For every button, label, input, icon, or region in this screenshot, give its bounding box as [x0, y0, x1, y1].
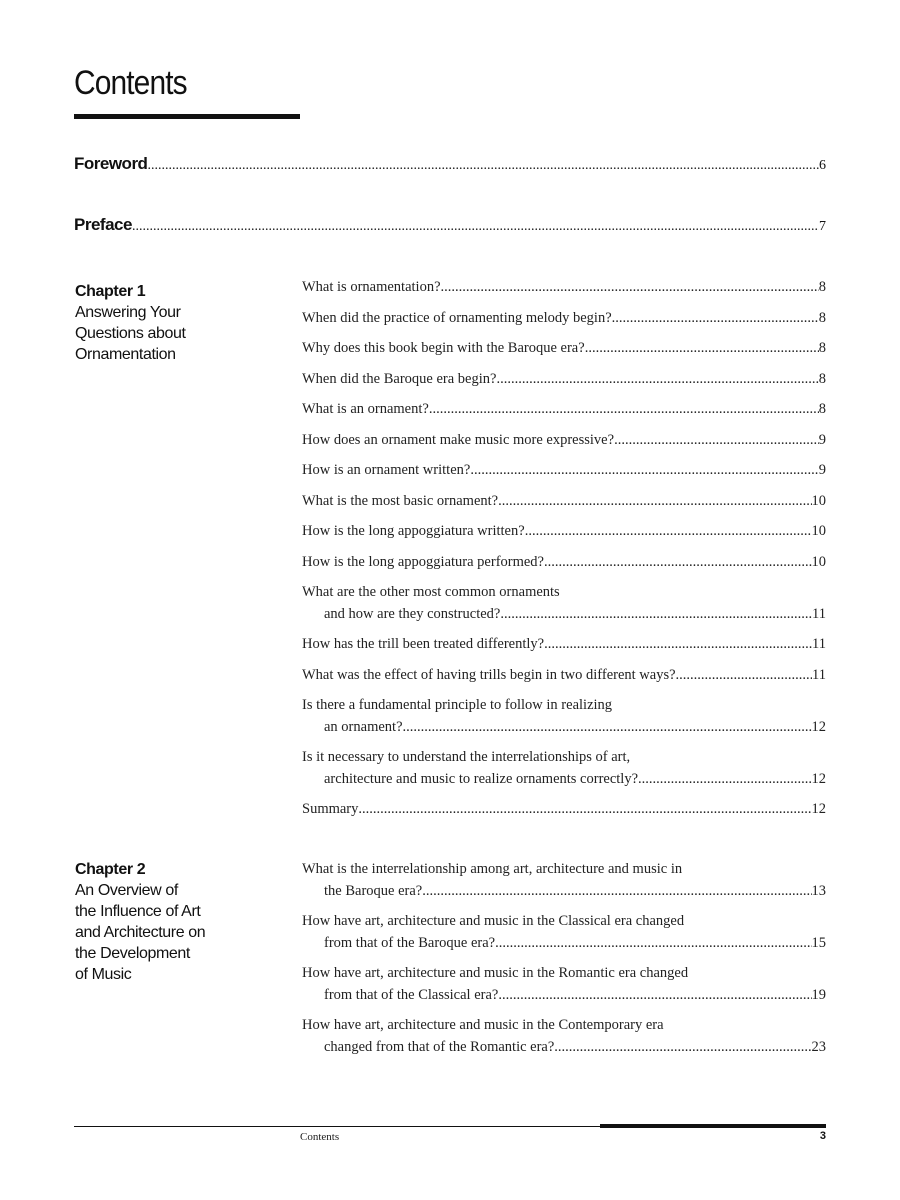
chapter-number: Chapter 2 — [75, 861, 146, 878]
toc-entry-row — [302, 491, 826, 513]
toc-entry-text: How have art, architecture and music in the Contemporary era — [302, 1017, 664, 1033]
toc-entry-page: 8 — [818, 370, 826, 387]
toc-entry-page: 8 — [818, 340, 826, 356]
dot-leader — [612, 308, 819, 330]
toc-entry-text: When did the practice of ornamenting melody begin? — [302, 309, 612, 326]
dot-leader — [495, 933, 811, 955]
toc-entry-text: How is the long appoggiatura performed? — [302, 553, 544, 570]
dot-leader — [554, 1037, 811, 1059]
toc-entry-text: When did the Baroque era begin? — [302, 370, 497, 387]
toc-entry-text: from that of the Baroque era? — [324, 934, 496, 951]
toc-entry-text: What is the most basic ornament? — [302, 492, 499, 509]
dot-leader — [525, 521, 812, 543]
dot-leader — [500, 604, 812, 626]
toc-entry-page: 12 — [811, 770, 826, 787]
toc-entry-text: How has the trill been treated differently? — [302, 636, 545, 652]
toc-entry[interactable] — [302, 277, 826, 299]
footer-page-number: 3 — [819, 1130, 826, 1142]
toc-entry-row — [302, 665, 826, 687]
toc-entry-page: 8 — [818, 401, 826, 417]
toc-entry-page: 15 — [811, 934, 826, 951]
dot-leader — [498, 985, 811, 1007]
chapter-title-line: and Architecture on — [75, 924, 206, 941]
toc-entry-text: What is an ornament? — [302, 401, 429, 417]
toc-entry[interactable] — [302, 582, 826, 625]
toc-entry-text: How is the long appoggiatura written? — [302, 523, 525, 539]
toc-entry[interactable] — [302, 460, 826, 482]
chapter-title-line: An Overview of — [75, 882, 178, 899]
toc-entry-row — [302, 552, 826, 574]
toc-preface-page: 7 — [819, 219, 826, 234]
toc-entry-page: 12 — [811, 718, 826, 735]
toc-foreword[interactable] — [74, 154, 826, 174]
toc-entry-text: architecture and music to realize ornaments correctly? — [324, 770, 639, 787]
toc-entry[interactable] — [302, 665, 826, 687]
toc-entry-page: 10 — [811, 553, 826, 570]
toc-entry-text: What is the interrelationship among art, architecture and music in — [302, 861, 683, 877]
toc-entry[interactable] — [302, 634, 826, 656]
toc-entry-row — [302, 338, 826, 360]
toc-entry-text: changed from that of the Romantic era? — [324, 1038, 555, 1055]
toc-entry[interactable] — [302, 430, 826, 452]
page-title: Contents — [74, 64, 187, 102]
toc-entry-row — [302, 1037, 826, 1059]
toc-entry[interactable] — [302, 963, 826, 1006]
toc-entry-row — [302, 634, 826, 656]
toc-entry-page: 23 — [811, 1038, 826, 1055]
chapter-1-heading — [75, 281, 275, 365]
toc-entry[interactable] — [302, 552, 826, 574]
toc-entry[interactable] — [302, 521, 826, 543]
dot-leader — [676, 665, 813, 687]
toc-entry-text: What are the other most common ornaments — [302, 584, 560, 600]
chapter-1-entries — [302, 277, 826, 830]
toc-entry-text: How does an ornament make music more expressive? — [302, 431, 615, 448]
chapter-2-heading — [75, 859, 275, 985]
toc-entry-page: 12 — [811, 801, 826, 817]
dot-leader — [441, 277, 819, 299]
chapter-2-entries — [302, 859, 826, 1067]
toc-entry-page: 11 — [812, 666, 826, 683]
toc-entry[interactable] — [302, 308, 826, 330]
chapter-number: Chapter 1 — [75, 283, 146, 300]
toc-entry-page: 11 — [812, 636, 826, 652]
toc-entry-text: How is an ornament written? — [302, 462, 471, 478]
toc-entry-page: 11 — [812, 605, 826, 622]
toc-entry-page: 9 — [818, 431, 826, 448]
toc-entry-row — [302, 277, 826, 299]
dot-leader — [638, 769, 811, 791]
toc-entry-text: What is ornamentation? — [302, 279, 441, 295]
toc-entry-row — [302, 399, 826, 421]
toc-entry-row — [302, 430, 826, 452]
dot-leader — [132, 219, 819, 235]
toc-entry-row — [302, 717, 826, 739]
toc-entry-text: Summary — [302, 801, 359, 817]
toc-entry[interactable] — [302, 491, 826, 513]
toc-entry-row — [302, 985, 826, 1007]
dot-leader — [496, 369, 818, 391]
toc-entry-row — [302, 460, 826, 482]
toc-entry-row — [302, 769, 826, 791]
dot-leader — [498, 491, 811, 513]
toc-entry[interactable] — [302, 799, 826, 821]
chapter-title-line: the Influence of Art — [75, 903, 201, 920]
chapter-title-line: Answering Your — [75, 304, 181, 321]
toc-entry-page: 10 — [811, 523, 826, 539]
toc-entry-row — [302, 604, 826, 626]
toc-entry-page: 9 — [818, 462, 826, 478]
toc-entry-row — [302, 881, 826, 903]
toc-entry-row — [302, 369, 826, 391]
footer-rule-accent — [600, 1124, 826, 1128]
toc-entry-page: 8 — [818, 279, 826, 295]
footer-section-label: Contents — [300, 1131, 340, 1143]
toc-entry-page: 10 — [811, 492, 826, 509]
dot-leader — [544, 552, 812, 574]
toc-entry-text: an ornament? — [324, 718, 403, 735]
toc-preface-label: Preface — [74, 215, 132, 234]
chapter-title-line: the Development — [75, 945, 190, 962]
toc-entry[interactable] — [302, 399, 826, 421]
title-underline — [74, 114, 300, 119]
dot-leader — [585, 338, 819, 360]
toc-entry-text: from that of the Classical era? — [324, 986, 499, 1003]
toc-entry-page: 8 — [818, 309, 826, 326]
dot-leader — [614, 430, 819, 452]
toc-entry-page: 19 — [811, 986, 826, 1003]
dot-leader — [470, 460, 818, 482]
toc-entry[interactable] — [302, 695, 826, 738]
toc-entry-text: Why does this book begin with the Baroque era? — [302, 340, 585, 356]
dot-leader — [358, 799, 811, 821]
dot-leader — [429, 399, 819, 421]
dot-leader — [403, 717, 812, 739]
toc-entry[interactable] — [302, 747, 826, 790]
toc-foreword-label: Foreword — [74, 154, 148, 173]
toc-entry-text: How have art, architecture and music in the Classical era changed — [302, 913, 685, 929]
dot-leader — [147, 158, 819, 174]
toc-entry[interactable] — [302, 859, 826, 902]
toc-entry-row — [302, 933, 826, 955]
toc-entry-text: and how are they constructed? — [324, 605, 501, 622]
toc-entry-text: Is it necessary to understand the interrelationships of art, — [302, 749, 631, 765]
toc-entry-page: 13 — [811, 882, 826, 899]
chapter-title-line: Questions about — [75, 325, 186, 342]
chapter-title-line: Ornamentation — [75, 346, 176, 363]
toc-foreword-page: 6 — [819, 158, 826, 173]
toc-entry[interactable] — [302, 1015, 826, 1058]
dot-leader — [422, 881, 811, 903]
toc-preface[interactable] — [74, 215, 826, 235]
toc-entry-text: How have art, architecture and music in the Romantic era changed — [302, 965, 689, 981]
toc-entry[interactable] — [302, 369, 826, 391]
toc-entry[interactable] — [302, 338, 826, 360]
toc-entry-text: Is there a fundamental principle to follow in realizing — [302, 697, 613, 713]
chapter-title-line: of Music — [75, 966, 132, 983]
toc-entry-text: the Baroque era? — [324, 882, 423, 899]
toc-entry-row — [302, 521, 826, 543]
toc-entry-text: What was the effect of having trills begin in two different ways? — [302, 666, 676, 683]
toc-entry-row — [302, 799, 826, 821]
toc-entry-row — [302, 308, 826, 330]
toc-entry[interactable] — [302, 911, 826, 954]
dot-leader — [544, 634, 812, 656]
